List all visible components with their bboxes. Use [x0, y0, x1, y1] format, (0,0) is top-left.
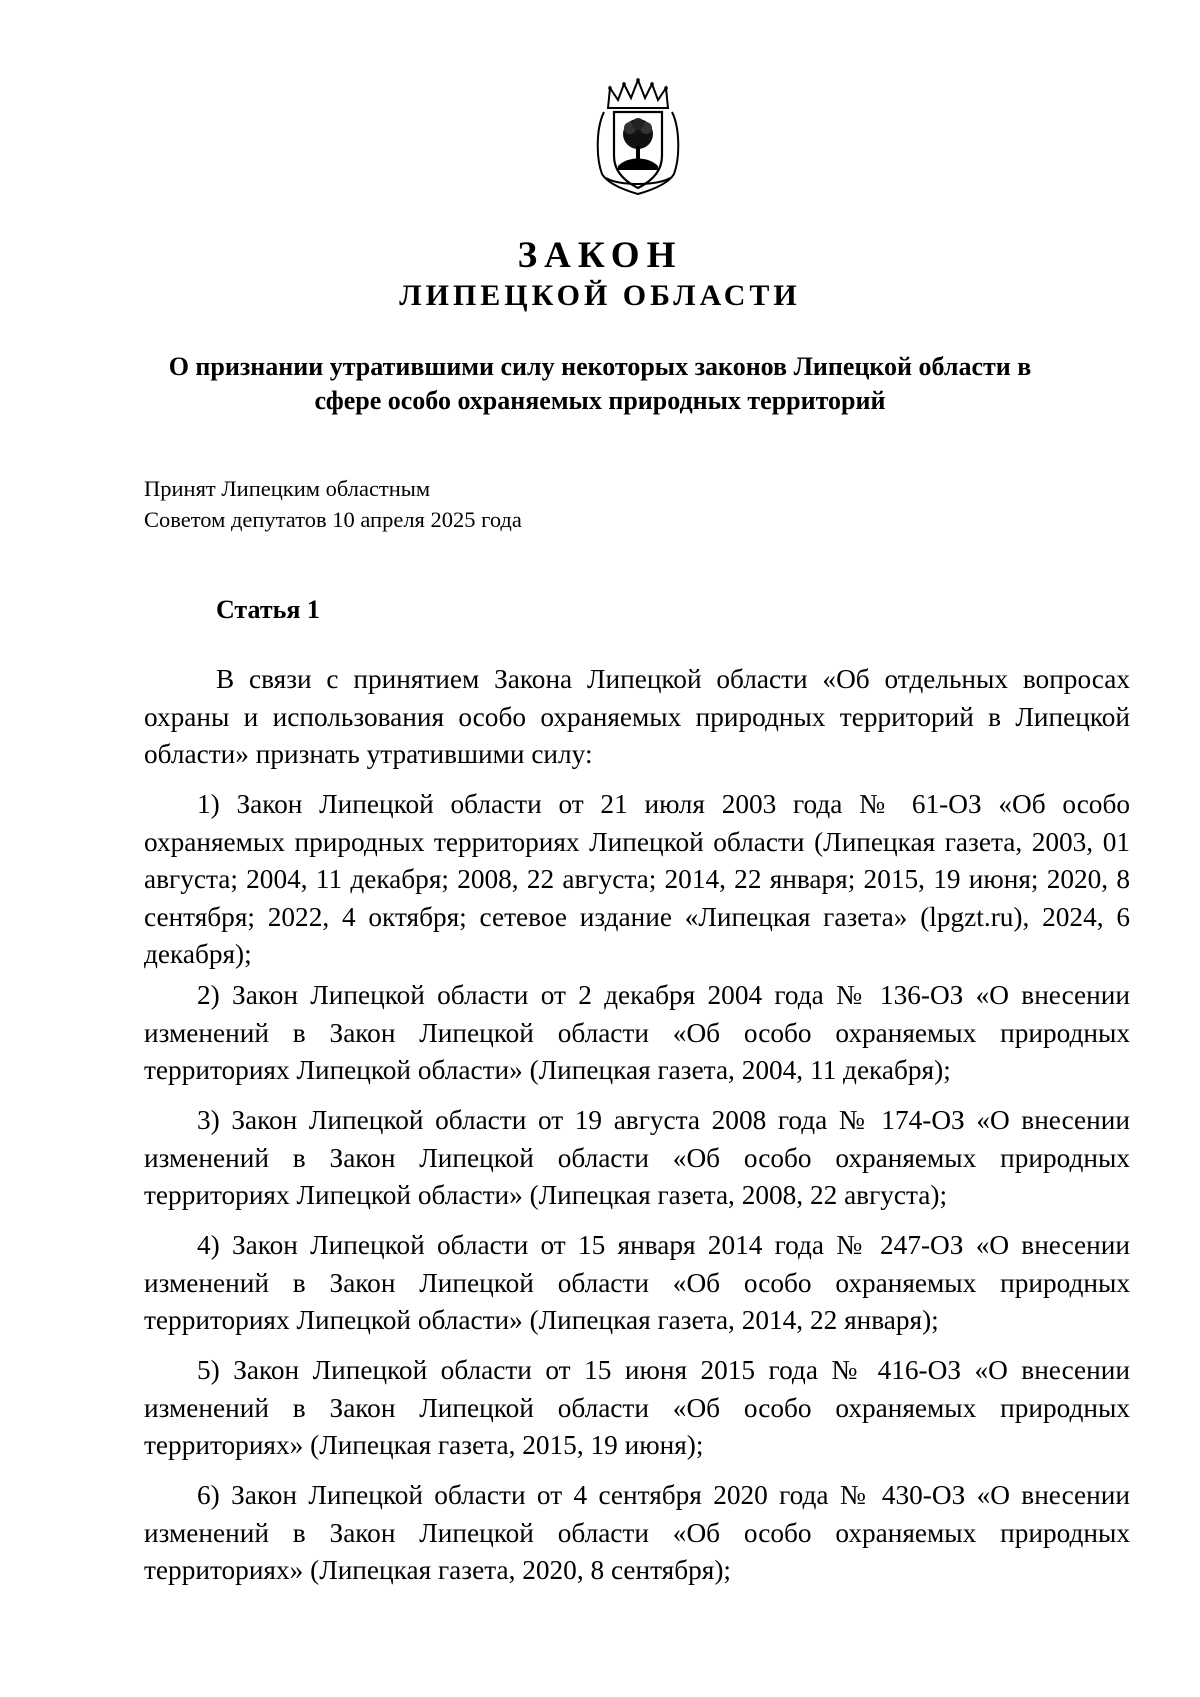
article-intro-paragraph: В связи с принятием Закона Липецкой области «Об отдельных вопросах охраны и использования особо охраняемых природных территорий в Липецкой области» признать утратившими силу:	[144, 664, 1130, 770]
law-name: О признании утратившими силу некоторых законов Липецкой области в сфере особо охраняемых природных территорий	[168, 352, 1032, 415]
law-title: ЗАКОН	[517, 235, 683, 276]
list-item-4: 4) Закон Липецкой области от 15 января 2014 года № 247-ОЗ «О внесении изменений в Закон Липецкой области «Об особо охраняемых природных территориях Липецкой области» (Липецкая газета, 2014, 22 января);	[144, 1230, 1130, 1336]
list-item-6: 6) Закон Липецкой области от 4 сентября 2020 года № 430-ОЗ «О внесении изменений в Закон Липецкой области «Об особо охраняемых природных территориях» (Липецкая газета, 2020, 8 сентября);	[144, 1480, 1130, 1586]
adoption-line-2: Советом депутатов 10 апреля 2025 года	[144, 507, 522, 532]
lipetsk-coat-of-arms-icon	[594, 78, 682, 196]
article-heading: Статья 1	[216, 595, 320, 624]
list-item-3: 3) Закон Липецкой области от 19 августа 2008 года № 174-ОЗ «О внесении изменений в Закон Липецкой области «Об особо охраняемых природных территориях Липецкой области» (Липецкая газета, 2008, 22 августа);	[144, 1105, 1130, 1211]
list-item-5: 5) Закон Липецкой области от 15 июня 2015 года № 416-ОЗ «О внесении изменений в Закон Липецкой области «Об особо охраняемых природных территориях» (Липецкая газета, 2015, 19 июня);	[144, 1355, 1130, 1461]
list-item-2: 2) Закон Липецкой области от 2 декабря 2004 года № 136-ОЗ «О внесении изменений в Закон Липецкой области «Об особо охраняемых природных территориях Липецкой области» (Липецкая газета, 2004, 11 декабря);	[144, 980, 1130, 1086]
list-item-1: 1) Закон Липецкой области от 21 июля 2003 года № 61-ОЗ «Об особо охраняемых природных территориях Липецкой области (Липецкая газета, 2003, 01 августа; 2004, 11 декабря; 2008, 22 августа; 2014, 22 января; 2015, 19 июня; 2020, 8 сентября; 2022, 4 октября; сетевое издание «Липецкая газета» (lpgzt.ru), 2024, 6 декабря);	[144, 789, 1130, 970]
adoption-line-1: Принят Липецким областным	[144, 476, 431, 501]
adoption-note	[144, 473, 522, 535]
law-subtitle: ЛИПЕЦКОЙ ОБЛАСТИ	[399, 279, 801, 312]
